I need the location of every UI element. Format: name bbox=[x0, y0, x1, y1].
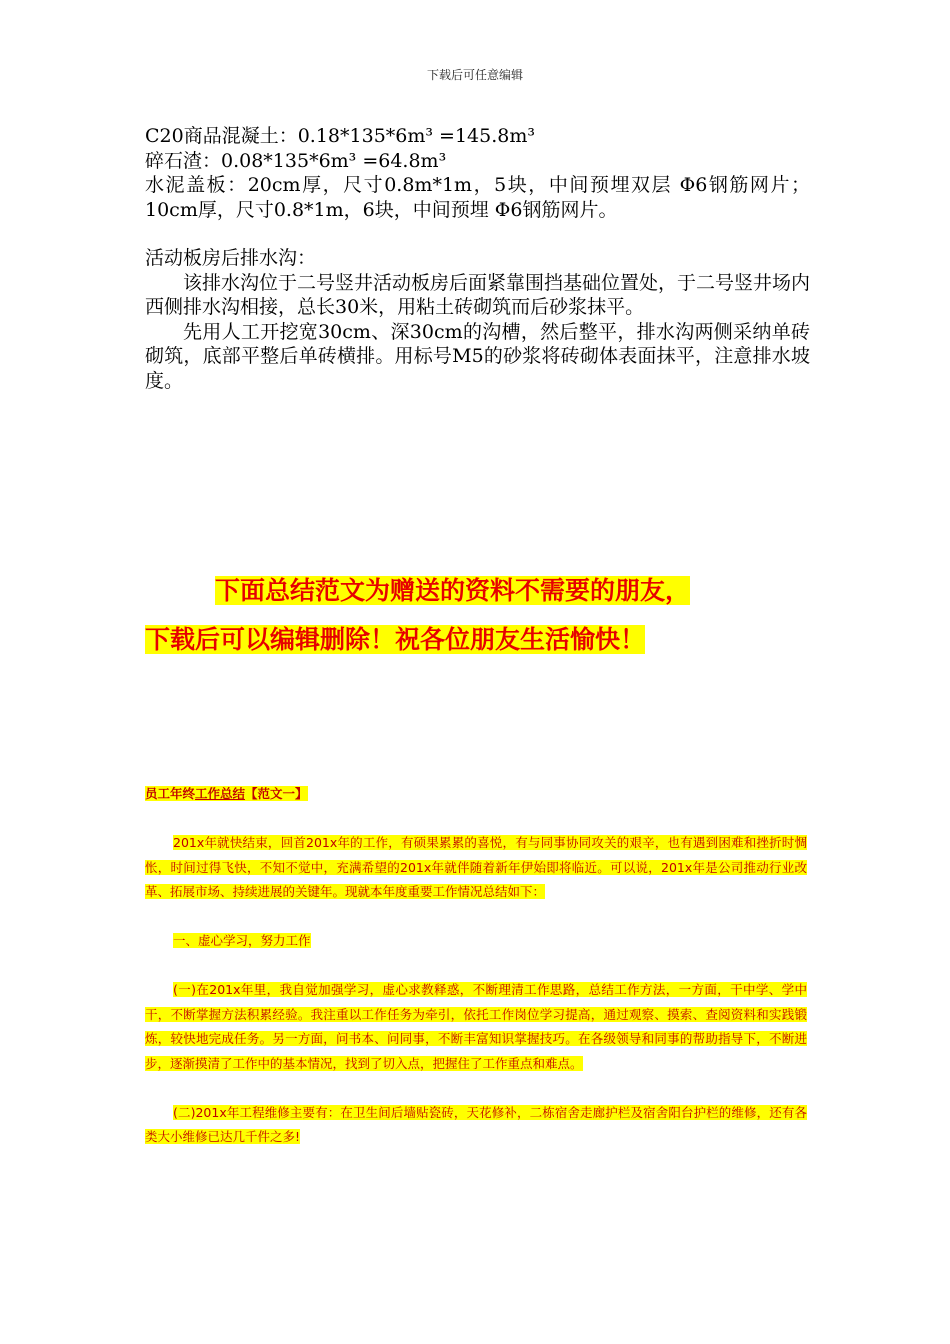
promo-line-1: 下面总结范文为赠送的资料不需要的朋友， bbox=[215, 576, 691, 605]
sample-essay bbox=[145, 782, 807, 1150]
essay-title-link[interactable]: 工作总结 bbox=[195, 786, 246, 801]
essay-paragraph-3: (二)201x年工程维修主要有：在卫生间后墙贴瓷砖，天花修补，二栋宿舍走廊护栏及宿舍阳台护栏的维修，还有各类大小维修已达几千件之多! bbox=[145, 1104, 807, 1144]
gravel-line: 碎石渣：0.08*135*6m³ =64.8m³ bbox=[145, 149, 447, 172]
page-header: 下载后可任意编辑 bbox=[426, 68, 523, 82]
drain-paragraph-1: 该排水沟位于二号竖井活动板房后面紧靠围挡基础位置处，于二号竖井场内西侧排水沟相接，总长30米，用粘土砖砌筑而后砂浆抹平。 bbox=[145, 271, 811, 318]
essay-paragraph-1: 201x年就快结束，回首201x年的工作，有硕果累累的喜悦，有与同事协同攻关的艰辛，也有遇到困难和挫折时惆怅，时间过得飞快，不知不觉中，充满希望的201x年就伴随着新年伊始即将临近。可以说，201x年是公司推动行业改革、拓展市场、持续进展的关键年。现就本年度重要工作情况总结如下： bbox=[145, 835, 807, 899]
drain-heading: 活动板房后排水沟： bbox=[145, 247, 317, 269]
promo-line-2: 下载后可以编辑删除！祝各位朋友生活愉快！ bbox=[145, 625, 646, 654]
materials-section bbox=[145, 124, 810, 393]
essay-paragraph-2: (一)在201x年里，我自觉加强学习，虚心求教释惑，不断理清工作思路，总结工作方法，一方面，干中学、学中干，不断掌握方法积累经验。我注重以工作任务为牵引，依托工作岗位学习提高，通过观察、摸索、查阅资料和实践锻炼，较快地完成任务。另一方面，问书本、问同事，不断丰富知识掌握技巧。在各级领导和同事的帮助指导下，不断进步，逐渐摸清了工作中的基本情况，找到了切入点，把握住了工作重点和难点。 bbox=[145, 982, 807, 1071]
concrete-line: C20商品混凝土：0.18*135*6m³ =145.8m³ bbox=[145, 125, 535, 147]
essay-title: 员工年终工作总结【范文一】 bbox=[145, 786, 308, 801]
cover-plate-line: 水泥盖板：20cm厚，尺寸0.8m*1m，5块，中间预埋双层 Φ6钢筋网片；10cm厚，尺寸0.8*1m，6块，中间预埋 Φ6钢筋网片。 bbox=[145, 174, 810, 221]
drain-paragraph-2: 先用人工开挖宽30cm、深30cm的沟槽，然后整平，排水沟两侧采纳单砖砌筑，底部平整后单砖横排。用标号M5的砂浆将砖砌体表面抹平，注意排水坡度。 bbox=[145, 320, 810, 392]
essay-section-heading: 一、虚心学习，努力工作 bbox=[173, 933, 311, 948]
